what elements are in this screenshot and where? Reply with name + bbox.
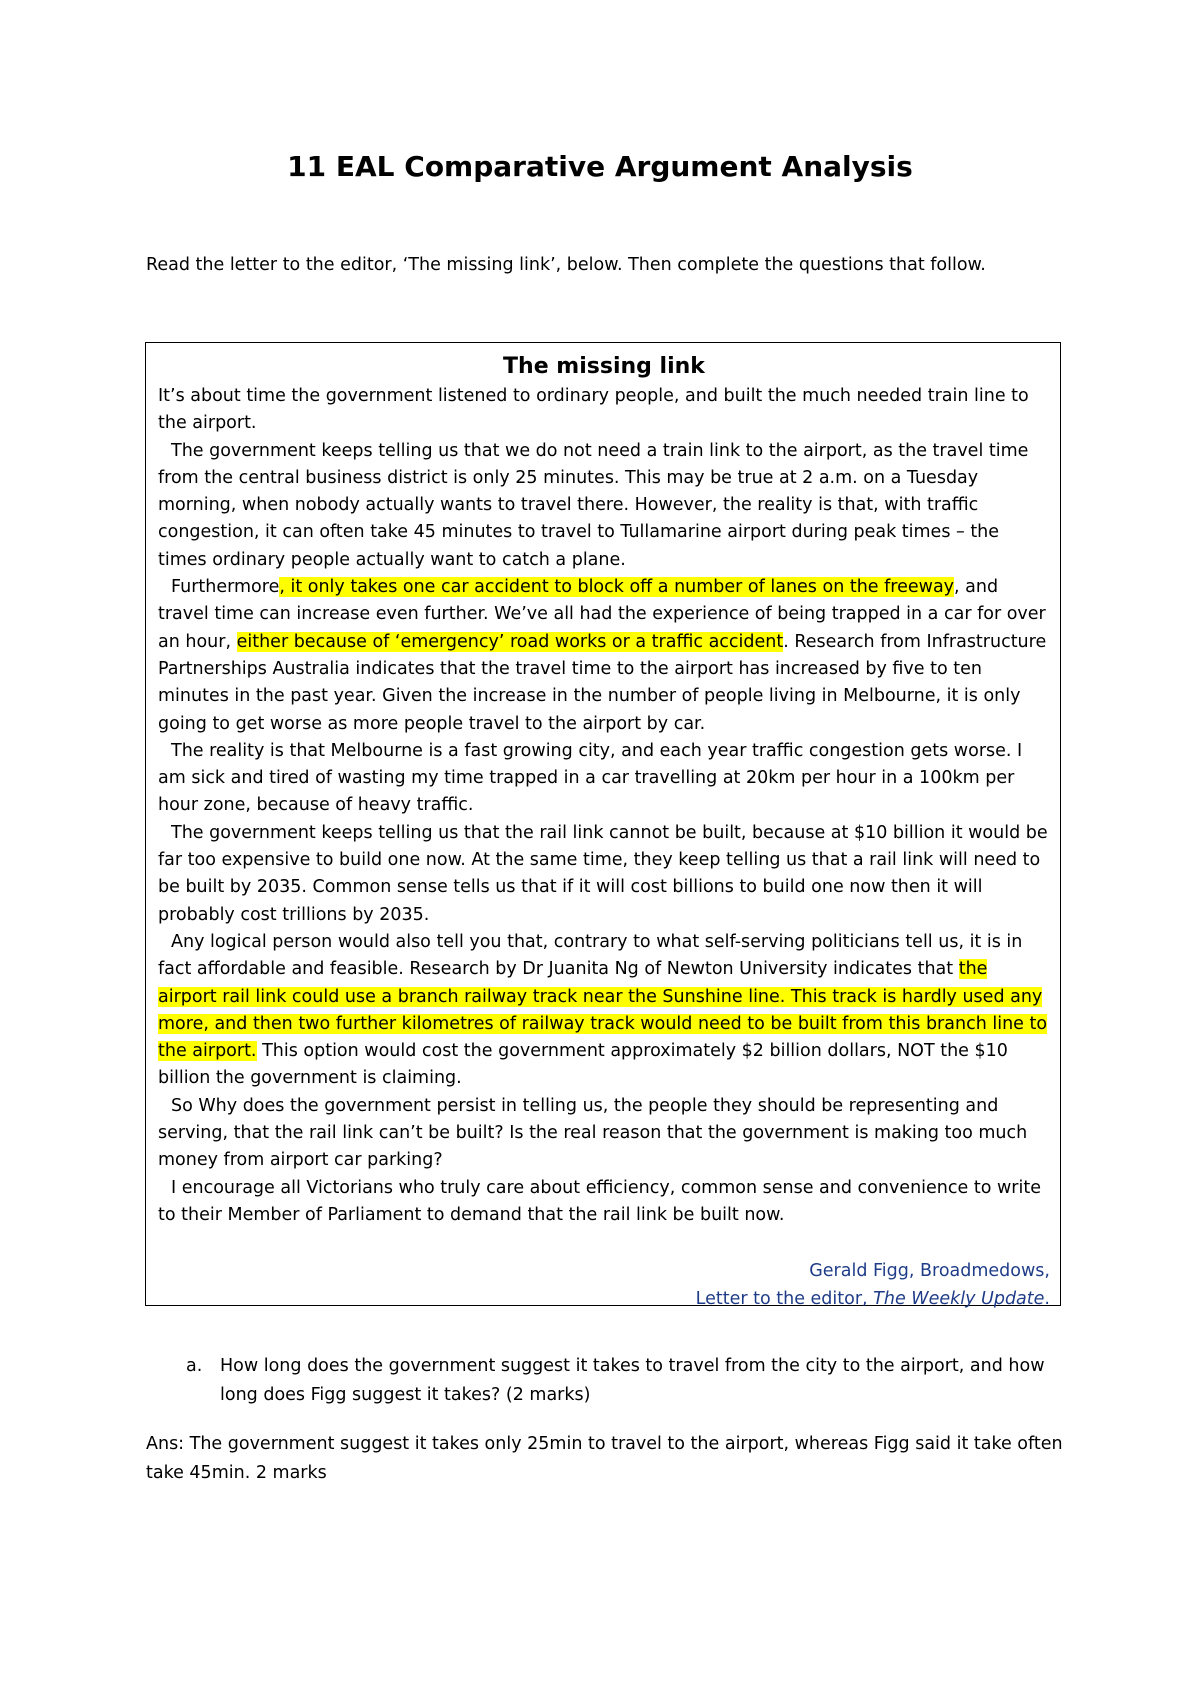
text-span: Any logical person would also tell you that, contrary to what self-serving politicians tell us, it is in fact affordable and feasible. Research by Dr Juanita Ng of Newton University indicates that [158,931,1023,980]
highlighted-text: either because of ‘emergency’ road works or a traffic accident [236,631,784,652]
letter-paragraph-4: The reality is that Melbourne is a fast growing city, and each year traffic congestion gets worse. I am sick and tired of wasting my time trapped in a car travelling at 20km per hour in a 100km per hour zone, because of heavy traffic. [158,740,1023,816]
letter-paragraph-2: The government keeps telling us that we do not need a train link to the airport, as the travel time from the central business district is only 25 minutes. This may be true at 2 a.m. on a Tuesday morning, when nobody actually wants to travel there. However, the reality is that, with traffic congestion, it can often take 45 minutes to travel to Tullamarine airport during peak times – the times ordinary people actually want to catch a plane. [158,440,1029,570]
letter-paragraph-1: It’s about time the government listened to ordinary people, and built the much needed train line to the airport. [158,386,1029,434]
intro-instructions: Read the letter to the editor, ‘The missing link’, below. Then complete the questions that follow. [146,255,986,275]
text-span: , and travel time can increase even further. We’ve all had the experience of being trapped in a car for over an hour, [158,577,1046,652]
publication-name: The Weekly Update [873,1289,1045,1310]
letter-box [145,342,1061,1310]
highlighted-text: the airport rail link could use a branch railway track near the Sunshine line. This track is hardly used any more, and then two further kilometres of railway track would need to be built from this branch line to the airport. [158,959,1048,1062]
letter-paragraph-3 [158,574,1050,738]
signature-author: Gerald Figg, Broadmedows, [809,1261,1050,1282]
text-span: Furthermore [171,577,280,598]
letter-paragraph-5: The government keeps telling us that the rail link cannot be built, because at $10 billion it would be far too expensive to build one now. At the same time, they keep telling us that a rail link will need to be built by 2035. Common sense tells us that if it will cost billions to build one now then it will probably cost trillions by 2035. [158,822,1048,925]
letter-paragraph-7: So Why does the government persist in telling us, the people they should be representing and serving, that the rail link can’t be built? Is the real reason that the government is making too much money from airport car parking? [158,1095,1028,1171]
question-text: How long does the government suggest it takes to travel from the city to the airport, and how long does Figg suggest it takes? (2 marks) [220,1356,1045,1405]
text-span: This option would cost the government approximately $2 billion dollars, NOT the $10 billion the government is claiming. [158,1041,1008,1089]
answer-text: Ans: The government suggest it takes only 25min to travel to the airport, whereas Figg said it take often take 45min. 2 marks [146,1434,1063,1483]
signature-source [158,1285,1050,1313]
letter-signature [158,1257,1050,1313]
letter-paragraph-6 [158,929,1050,1093]
text-span: . [1044,1289,1050,1310]
letter-body [158,383,1050,1229]
letter-title: The missing link [503,354,705,379]
question-a [186,1352,1066,1410]
highlighted-text: , it only takes one car accident to block off a number of lanes on the freeway [279,577,955,598]
page-title: 11 EAL Comparative Argument Analysis [287,150,913,183]
question-marker: a. [186,1356,203,1376]
text-span: Letter to the editor, [695,1289,874,1310]
letter-paragraph-8: I encourage all Victorians who truly care about efficiency, common sense and convenience to write to their Member of Parliament to demand that the rail link be built now. [158,1177,1041,1225]
text-span: . Research from Infrastructure Partnerships Australia indicates that the travel time to the airport has increased by five to ten minutes in the past year. Given the increase in the number of people living in Melbourne, it is only going to get worse as more people travel to the airport by car. [158,631,1047,734]
